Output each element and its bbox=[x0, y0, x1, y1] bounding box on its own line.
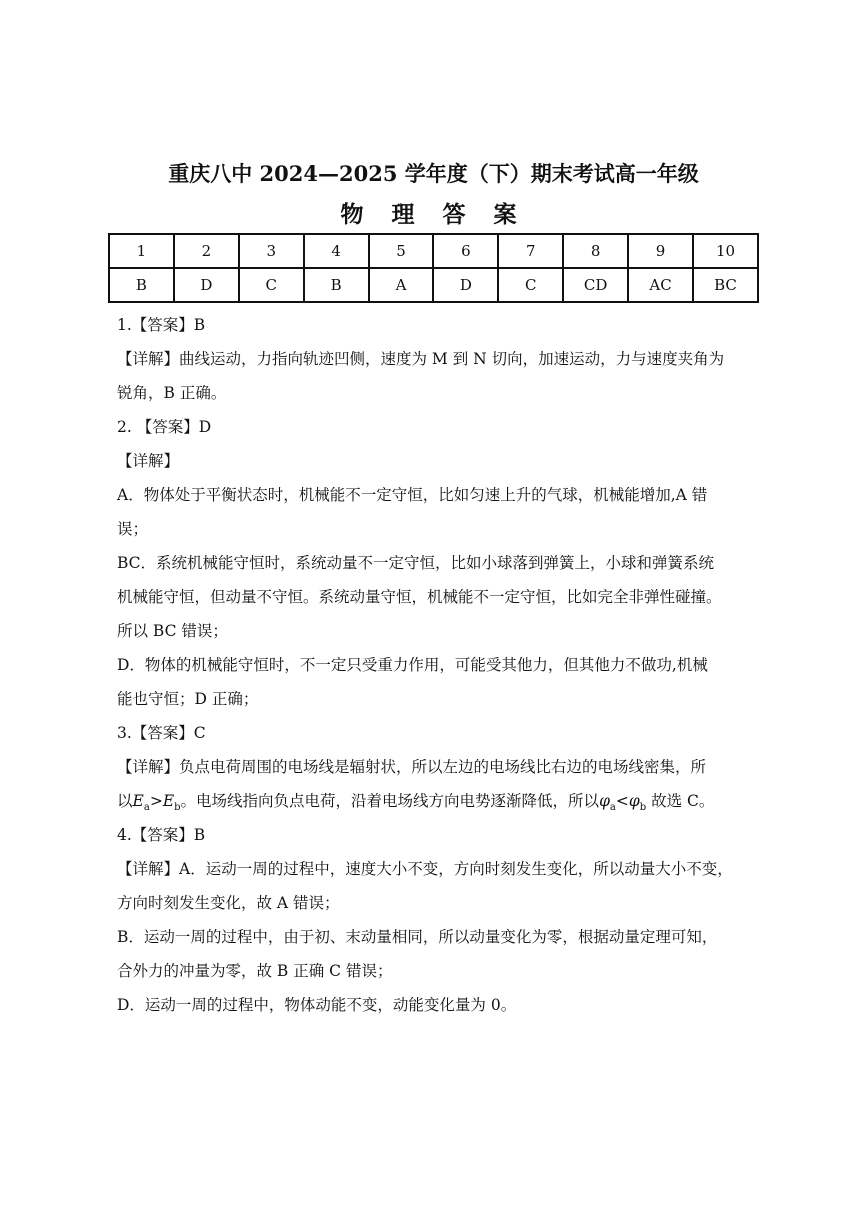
q4-option-a-line: 方向时刻发生变化，故 A 错误； bbox=[117, 894, 340, 912]
subscript: a bbox=[609, 802, 616, 814]
q4-option-a-line: 【详解】A．运动一周的过程中，速度大小不变，方向时刻发生变化，所以动量大小不变， bbox=[117, 860, 733, 878]
q2-option-d-line: D．物体的机械能守恒时，不一定只受重力作用，可能受其他力，但其他力不做功,机械 bbox=[117, 656, 708, 674]
table-cell-answer: A bbox=[369, 268, 434, 302]
q1-detail-line: 锐角，B 正确。 bbox=[117, 384, 227, 402]
q2-answer: 2. 【答案】D bbox=[117, 418, 212, 436]
less-than-sign: < bbox=[615, 792, 629, 810]
table-cell-number: 8 bbox=[563, 234, 628, 268]
q3-answer: 3.【答案】C bbox=[117, 724, 206, 742]
subscript: b bbox=[639, 802, 647, 814]
page-subtitle: 物 理 答 案 bbox=[340, 201, 527, 228]
table-cell-answer: C bbox=[239, 268, 304, 302]
q3-detail-formula-line bbox=[117, 784, 757, 818]
q2-option-bc-line: 机械能守恒，但动量不守恒。系统动量守恒，机械能不一定守恒，比如完全非弹性碰撞。 bbox=[117, 588, 722, 606]
page-title: 重庆八中 2024—2025 学年度（下）期末考试高一年级 bbox=[168, 161, 699, 186]
q4-answer: 4.【答案】B bbox=[117, 826, 206, 844]
subscript: b bbox=[174, 802, 181, 814]
answer-table-answer-row bbox=[109, 268, 758, 302]
table-cell-number: 7 bbox=[498, 234, 563, 268]
answer-table bbox=[108, 233, 759, 303]
table-cell-number: 4 bbox=[304, 234, 369, 268]
table-cell-number: 9 bbox=[628, 234, 693, 268]
table-cell-answer: B bbox=[304, 268, 369, 302]
answer-table-number-row bbox=[109, 234, 758, 268]
q3-detail-line: 【详解】负点电荷周围的电场线是辐射状，所以左边的电场线比右边的电场线密集，所 bbox=[117, 758, 707, 776]
symbol-e: E bbox=[132, 792, 144, 810]
text-span: 以 bbox=[117, 792, 133, 810]
subscript: a bbox=[143, 802, 150, 814]
symbol-e: E bbox=[162, 792, 175, 810]
solutions-body bbox=[117, 308, 757, 1022]
table-cell-answer: B bbox=[109, 268, 174, 302]
q2-option-d-line: 能也守恒；D 正确； bbox=[117, 690, 259, 708]
q2-option-bc-line: BC．系统机械能守恒时，系统动量不一定守恒，比如小球落到弹簧上，小球和弹簧系统 bbox=[117, 554, 715, 572]
q2-detail-heading: 【详解】 bbox=[117, 452, 180, 470]
table-cell-number: 6 bbox=[433, 234, 498, 268]
text-span: 。电场线指向负点电荷，沿着电场线方向电势逐渐降低，所以 bbox=[180, 792, 600, 810]
table-cell-answer: CD bbox=[563, 268, 628, 302]
table-cell-answer: D bbox=[174, 268, 239, 302]
table-cell-answer: BC bbox=[693, 268, 758, 302]
q4-option-b-line: B．运动一周的过程中，由于初、末动量相同，所以动量变化为零，根据动量定理可知， bbox=[117, 928, 718, 946]
text-span: 故选 C。 bbox=[646, 792, 715, 810]
table-cell-number: 5 bbox=[369, 234, 434, 268]
q4-option-b-line: 合外力的冲量为零，故 B 正确 C 错误； bbox=[117, 962, 393, 980]
q2-option-a-line: A．物体处于平衡状态时，机械能不一定守恒，比如匀速上升的气球，机械能增加,A 错 bbox=[117, 486, 708, 504]
table-cell-answer: AC bbox=[628, 268, 693, 302]
symbol-phi: φ bbox=[628, 792, 640, 810]
q4-option-d-line: D．运动一周的过程中，物体动能不变，动能变化量为 0。 bbox=[117, 996, 517, 1014]
q2-option-a-line: 误； bbox=[117, 520, 149, 538]
greater-than-sign: > bbox=[149, 792, 163, 810]
table-cell-number: 1 bbox=[109, 234, 174, 268]
table-cell-number: 2 bbox=[174, 234, 239, 268]
q1-detail-line: 【详解】曲线运动，力指向轨迹凹侧，速度为 M 到 N 切向，加速运动，力与速度夹角为 bbox=[117, 350, 725, 368]
table-cell-answer: C bbox=[498, 268, 563, 302]
q1-answer: 1.【答案】B bbox=[117, 316, 206, 334]
q2-option-bc-line: 所以 BC 错误； bbox=[117, 622, 228, 640]
table-cell-answer: D bbox=[433, 268, 498, 302]
table-cell-number: 10 bbox=[693, 234, 758, 268]
table-cell-number: 3 bbox=[239, 234, 304, 268]
symbol-phi: φ bbox=[599, 792, 610, 810]
